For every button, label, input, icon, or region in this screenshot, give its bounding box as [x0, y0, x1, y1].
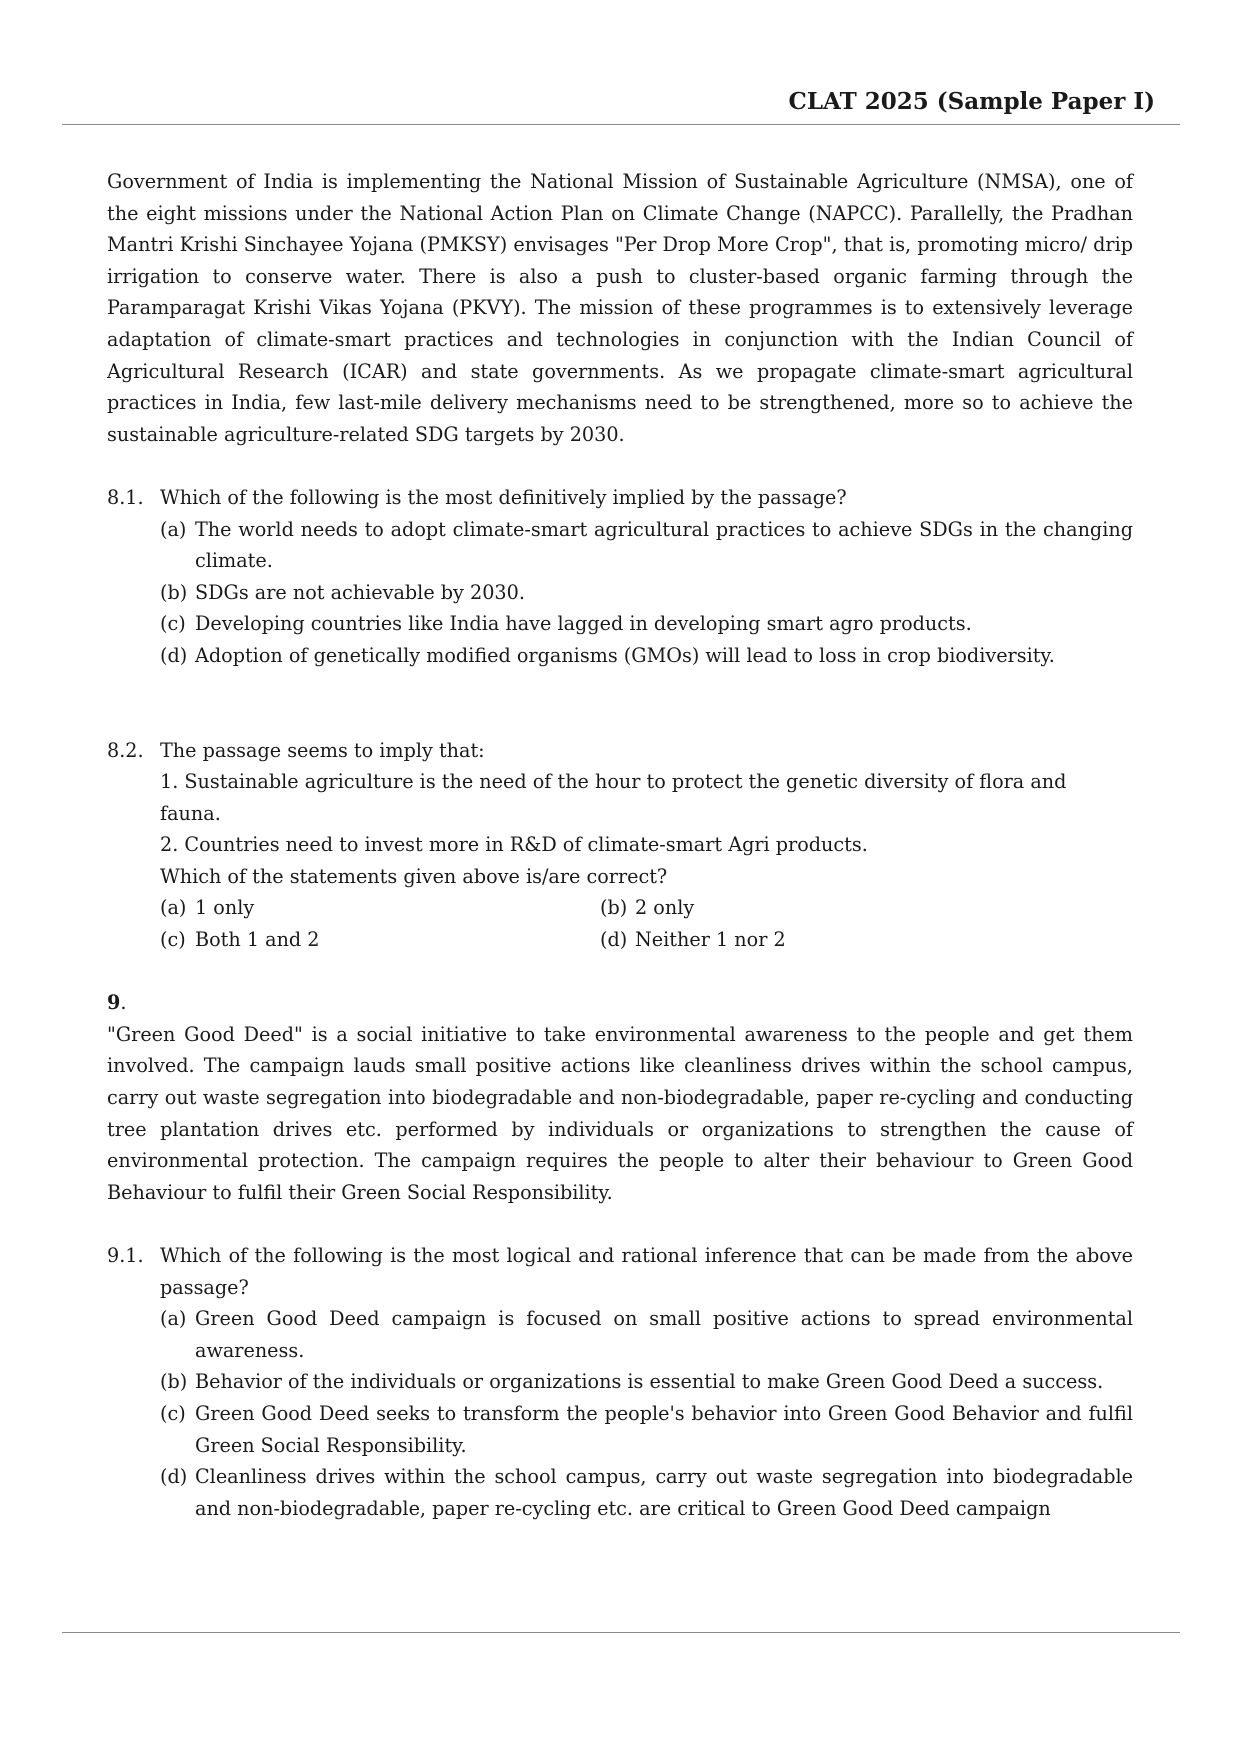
page-header-title: CLAT 2025 (Sample Paper I): [788, 88, 1155, 115]
option-b: [160, 577, 1133, 609]
question-number: 8.1.: [107, 485, 144, 509]
option-d: [160, 1461, 1133, 1524]
question-prompt: Which of the statements given above is/are correct?: [160, 864, 668, 888]
option-a: [160, 892, 600, 924]
option-label: (d): [160, 643, 188, 667]
option-text: Behavior of the individuals or organizations is essential to make Green Good Deed a success.: [195, 1370, 1104, 1394]
option-a: [160, 1303, 1133, 1366]
option-d: [600, 924, 1040, 956]
option-text: Neither 1 nor 2: [635, 928, 786, 952]
option-label: (d): [600, 928, 628, 952]
option-text: Adoption of genetically modified organisms (GMOs) will lead to loss in crop biodiversity.: [195, 643, 1055, 667]
option-text: The world needs to adopt climate-smart agricultural practices to achieve SDGs in the changing climate.: [195, 517, 1133, 573]
option-label: (d): [160, 1465, 188, 1489]
option-text: SDGs are not achievable by 2030.: [195, 580, 525, 604]
question-text: Which of the following is the most definitively implied by the passage?: [160, 485, 847, 509]
question-number: 8.2.: [107, 738, 144, 762]
option-a: [160, 514, 1133, 577]
option-c: [160, 608, 1133, 640]
option-text: Both 1 and 2: [195, 928, 320, 952]
question-8-2: [107, 735, 1133, 956]
option-c: [160, 1398, 1133, 1461]
passage-green-good-deed: "Green Good Deed" is a social initiative to take environmental awareness to the people and get them involved. The campaign lauds small positive actions like cleanliness drives within the school campus, carry out waste segregation into biodegradable and non-biodegradable, paper re-cycling and conducting tree plantation drives etc. performed by individuals or organizations to strengthen the cause of environmental protection. The campaign requires the people to alter their behaviour to Green Good Behaviour to fulfil their Green Social Responsibility.: [107, 1022, 1133, 1204]
option-label: (b): [600, 896, 628, 920]
section-number: 9.: [107, 991, 127, 1015]
question-8-1: [107, 482, 1133, 672]
options-row-1: [160, 892, 1133, 924]
option-d: [160, 640, 1133, 672]
option-label: (a): [160, 896, 187, 920]
option-label: (c): [160, 928, 186, 952]
footer-divider: [62, 1632, 1180, 1633]
statement-1: 1. Sustainable agriculture is the need of the hour to protect the genetic diversity of flora and fauna.: [160, 770, 1067, 825]
option-c: [160, 924, 600, 956]
question-number: 9.1.: [107, 1244, 144, 1267]
option-text: Cleanliness drives within the school campus, carry out waste segregation into biodegradable and non-biodegradable, paper re-cycling etc. are critical to Green Good Deed campaign: [195, 1465, 1133, 1520]
option-label: (c): [160, 1401, 186, 1425]
page-content: [107, 166, 1133, 1524]
option-label: (c): [160, 612, 186, 636]
option-text: 1 only: [195, 896, 255, 920]
option-b: [600, 892, 1040, 924]
question-9-1: [107, 1240, 1133, 1524]
option-label: (a): [160, 517, 187, 541]
passage-climate-agriculture: Government of India is implementing the National Mission of Sustainable Agriculture (NMSA), one of the eight missions under the National Action Plan on Climate Change (NAPCC). Parallelly, the Pradhan Mantri Krishi Sinchayee Yojana (PMKSY) envisages "Per Drop More Crop", that is, promoting micro/ drip irrigation to conserve water. There is also a push to cluster-based organic farming through the Paramparagat Krishi Vikas Yojana (PKVY). The mission of these programmes is to extensively leverage adaptation of climate-smart practices and technologies in conjunction with the Indian Council of Agricultural Research (ICAR) and state governments. As we propagate climate-smart agricultural practices in India, few last-mile delivery mechanisms need to be strengthened, more so to achieve the sustainable agriculture-related SDG targets by 2030.: [107, 170, 1133, 446]
option-label: (b): [160, 580, 188, 604]
statement-2: 2. Countries need to invest more in R&D of climate-smart Agri products.: [160, 833, 868, 857]
option-text: Developing countries like India have lagged in developing smart agro products.: [195, 612, 972, 636]
options-row-2: [160, 924, 1133, 956]
option-label: (a): [160, 1307, 187, 1331]
option-text: Green Good Deed campaign is focused on small positive actions to spread environmental awareness.: [195, 1307, 1133, 1362]
question-text: The passage seems to imply that:: [160, 738, 485, 762]
option-label: (b): [160, 1370, 188, 1394]
option-b: [160, 1366, 1133, 1398]
option-text: 2 only: [635, 896, 695, 920]
question-text: Which of the following is the most logical and rational inference that can be made from the above passage?: [160, 1244, 1133, 1299]
option-text: Green Good Deed seeks to transform the people's behavior into Green Good Behavior and fulfil Green Social Responsibility.: [195, 1401, 1133, 1457]
header-divider: [62, 124, 1180, 125]
